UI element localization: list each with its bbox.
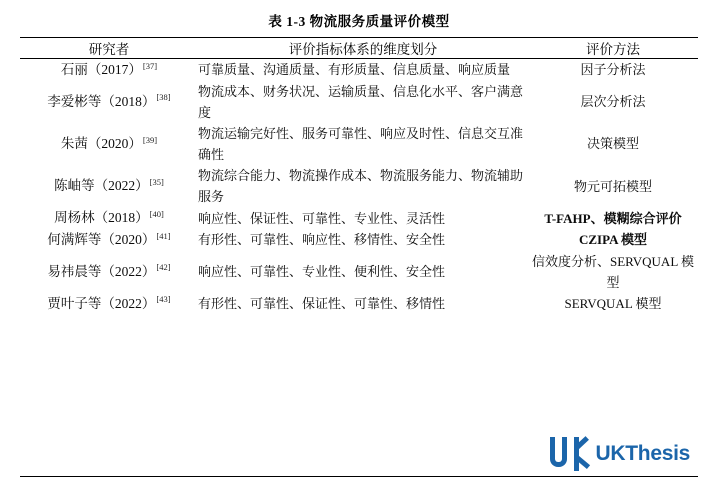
table-row — [20, 81, 698, 123]
table-bottom-rule — [20, 476, 698, 477]
reference-marker: [37] — [142, 60, 158, 71]
column-header-method: 评价方法 — [528, 38, 698, 59]
cell-researcher — [20, 81, 198, 123]
cell-method: 信效度分析、SERVQUAL 模型 — [531, 253, 695, 290]
column-header-researcher: 研究者 — [20, 38, 198, 59]
table-row — [20, 229, 698, 251]
cell-dimensions: 物流成本、财务状况、运输质量、信息化水平、客户满意度 — [198, 83, 524, 120]
table-row — [20, 165, 698, 207]
table-row — [20, 123, 698, 165]
researcher-name: 石丽（2017） — [60, 62, 142, 77]
researcher-name: 陈岫等（2022） — [54, 178, 149, 194]
cell-method: CZIPA 模型 — [578, 232, 647, 248]
ukthesis-logo-icon — [550, 435, 590, 473]
cell-method: 层次分析法 — [580, 94, 646, 110]
cell-dimensions: 有形性、可靠性、保证性、可靠性、移情性 — [198, 296, 446, 312]
logistics-service-quality-table — [20, 37, 698, 315]
researcher-name: 贾叶子等（2022） — [47, 295, 156, 311]
cell-dimensions: 物流运输完好性、服务可靠性、响应及时性、信息交互准确性 — [198, 125, 524, 162]
researcher-name: 周杨林（2018） — [54, 210, 149, 226]
ukthesis-logo-text: UKThesis — [595, 442, 690, 465]
column-header-dimensions: 评价指标体系的维度划分 — [198, 38, 528, 59]
reference-marker: [35] — [149, 176, 164, 187]
cell-researcher — [20, 229, 198, 251]
table-row — [20, 293, 698, 315]
table-header-row — [20, 38, 698, 59]
cell-dimensions: 响应性、可靠性、专业性、便利性、安全性 — [198, 264, 446, 280]
table-body — [20, 59, 698, 315]
cell-researcher — [20, 207, 198, 229]
cell-researcher — [20, 123, 198, 165]
cell-researcher — [20, 165, 198, 207]
table-caption: 表 1-3 物流服务质量评价模型 — [268, 14, 450, 29]
cell-researcher — [20, 293, 198, 315]
cell-researcher — [20, 251, 198, 293]
researcher-name: 易祎晨等（2022） — [47, 263, 156, 279]
table-row — [20, 251, 698, 293]
cell-method: SERVQUAL 模型 — [564, 296, 662, 312]
cell-method: 物元可拓模型 — [573, 178, 652, 194]
table-row — [20, 207, 698, 229]
reference-marker: [38] — [156, 92, 171, 103]
reference-marker: [41] — [156, 230, 171, 241]
researcher-name: 李爱彬等（2018） — [47, 93, 156, 109]
cell-dimensions: 有形性、可靠性、响应性、移情性、安全性 — [198, 232, 446, 248]
reference-marker: [40] — [149, 208, 164, 219]
table-row — [20, 59, 698, 81]
researcher-name: 朱茜（2020） — [60, 136, 142, 152]
ukthesis-watermark — [550, 435, 690, 473]
researcher-name: 何满辉等（2020） — [47, 232, 156, 247]
cell-method: 因子分析法 — [580, 62, 646, 78]
reference-marker: [42] — [156, 262, 171, 273]
reference-marker: [39] — [142, 134, 158, 145]
cell-researcher — [20, 59, 198, 81]
cell-dimensions: 响应性、保证性、可靠性、专业性、灵活性 — [198, 210, 446, 226]
table-header — [20, 38, 698, 59]
cell-dimensions: 可靠质量、沟通质量、有形质量、信息质量、响应质量 — [198, 62, 511, 78]
reference-marker: [43] — [156, 294, 171, 305]
cell-method: 决策模型 — [586, 136, 639, 152]
cell-method: T-FAHP、模糊综合评价 — [544, 210, 682, 226]
cell-dimensions: 物流综合能力、物流操作成本、物流服务能力、物流辅助服务 — [198, 168, 524, 205]
